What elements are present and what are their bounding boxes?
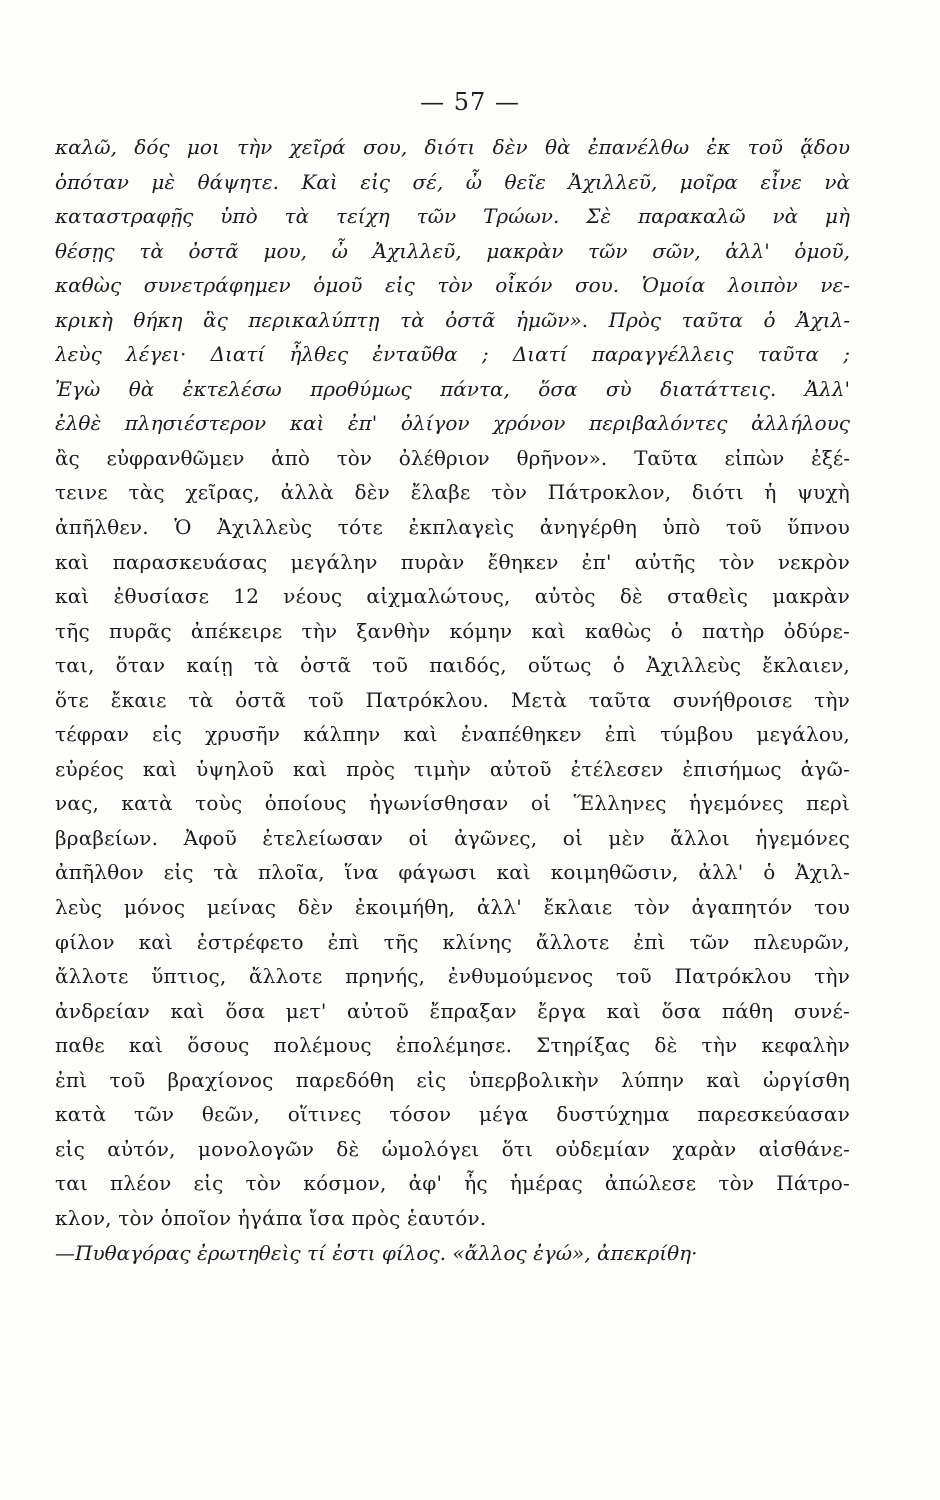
- text-line: τεινε τὰς χεῖρας, ἀλλὰ δὲν ἔλαβε τὸν Πάτροκλον, διότι ἡ ψυχὴ: [55, 480, 850, 505]
- text-line: ται, ὅταν καίῃ τὰ ὀστᾶ τοῦ παιδός, οὕτως ὁ Ἀχιλλεὺς ἔκλαιεν,: [55, 653, 850, 678]
- text-line: ὁπόταν μὲ θάψητε. Καὶ εἰς σέ, ὦ θεῖε Ἀχιλλεῦ, μοῖρα εἶνε νὰ: [55, 169, 850, 194]
- text-line: ἐλθὲ πλησιέστερον καὶ ἐπ' ὀλίγον χρόνον περιβαλόντες ἀλλήλους: [55, 411, 850, 436]
- text-line: ἄλλοτε ὕπτιος, ἄλλοτε πρηνής, ἐνθυμούμενος τοῦ Πατρόκλου τὴν: [55, 964, 850, 989]
- text-line: καταστραφῇς ὑπὸ τὰ τείχη τῶν Τρώων. Σὲ παρακαλῶ νὰ μὴ: [55, 204, 850, 229]
- text-line: εἰς αὐτόν, μονολογῶν δὲ ὡμολόγει ὅτι οὐδεμίαν χαρὰν αἰσθάνε-: [55, 1136, 850, 1161]
- text-line: καθὼς συνετράφημεν ὁμοῦ εἰς τὸν οἶκόν σου. Ὁμοία λοιπὸν νε-: [55, 273, 850, 298]
- text-line: ἐπὶ τοῦ βραχίονος παρεδόθη εἰς ὑπερβολικὴν λύπην καὶ ὠργίσθη: [55, 1067, 850, 1092]
- text-line: τῆς πυρᾶς ἀπέκειρε τὴν ξανθὴν κόμην καὶ καθὼς ὁ πατὴρ ὀδύρε-: [55, 618, 850, 643]
- text-line: ἀπῆλθεν. Ὁ Ἀχιλλεὺς τότε ἐκπλαγεὶς ἀνηγέρθη ὑπὸ τοῦ ὕπνου: [55, 515, 850, 540]
- page-number: — 57 —: [420, 88, 520, 116]
- text-line: καλῶ, δός μοι τὴν χεῖρά σου, διότι δὲν θὰ ἐπανέλθω ἐκ τοῦ ᾅδου: [55, 135, 850, 159]
- text-line: καὶ παρασκευάσας μεγάλην πυρὰν ἔθηκεν ἐπ' αὐτῆς τὸν νεκρὸν: [55, 549, 850, 574]
- text-line: καὶ ἐθυσίασε 12 νέους αἰχμαλώτους, αὐτὸς δὲ σταθεὶς μακρὰν: [55, 584, 850, 609]
- text-line: νας, κατὰ τοὺς ὁποίους ἠγωνίσθησαν οἱ Ἕλληνες ἡγεμόνες περὶ: [55, 791, 850, 816]
- text-line: φίλον καὶ ἐστρέφετο ἐπὶ τῆς κλίνης ἄλλοτε ἐπὶ τῶν πλευρῶν,: [55, 929, 850, 954]
- text-line: κλον, τὸν ὁποῖον ἠγάπα ἴσα πρὸς ἑαυτόν.: [55, 1205, 487, 1230]
- text-line: λεὺς λέγει· Διατί ἦλθες ἐνταῦθα ; Διατί παραγγέλλεις ταῦτα ;: [55, 342, 850, 367]
- text-line: κατὰ τῶν θεῶν, οἵτινες τόσον μέγα δυστύχημα παρεσκεύασαν: [55, 1102, 850, 1127]
- text-line: —Πυθαγόρας ἐρωτηθεὶς τί ἐστι φίλος. «ἄλλος ἐγώ», ἀπεκρίθη·: [55, 1240, 698, 1265]
- text-line: θέσῃς τὰ ὀστᾶ μου, ὦ Ἀχιλλεῦ, μακρὰν τῶν σῶν, ἀλλ' ὁμοῦ,: [55, 238, 850, 263]
- text-line: τέφραν εἰς χρυσῆν κάλπην καὶ ἐναπέθηκεν ἐπὶ τύμβου μεγάλου,: [55, 722, 850, 747]
- text-line: ἂς εὐφρανθῶμεν ἀπὸ τὸν ὀλέθριον θρῆνον». Ταῦτα εἰπὼν ἐξέ-: [55, 445, 850, 470]
- text-line: λεὺς μόνος μείνας δὲν ἐκοιμήθη, ἀλλ' ἔκλαιε τὸν ἀγαπητόν του: [55, 895, 850, 920]
- text-line: ται πλέον εἰς τὸν κόσμον, ἀφ' ἧς ἡμέρας ἀπώλεσε τὸν Πάτρο-: [55, 1171, 850, 1196]
- text-line: κρικὴ θήκη ἃς περικαλύπτῃ τὰ ὀστᾶ ἡμῶν». Πρὸς ταῦτα ὁ Ἀχιλ-: [55, 307, 850, 332]
- text-line: εὐρέος καὶ ὑψηλοῦ καὶ πρὸς τιμὴν αὐτοῦ ἐτέλεσεν ἐπισήμως ἀγῶ-: [55, 756, 850, 781]
- text-line: Ἐγὼ θὰ ἐκτελέσω προθύμως πάντα, ὅσα σὺ διατάττεις. Ἀλλ': [55, 376, 850, 401]
- body-text: [55, 130, 850, 1270]
- text-line: ὅτε ἔκαιε τὰ ὀστᾶ τοῦ Πατρόκλου. Μετὰ ταῦτα συνήθροισε τὴν: [55, 687, 850, 712]
- text-line: βραβείων. Ἀφοῦ ἐτελείωσαν οἱ ἀγῶνες, οἱ μὲν ἄλλοι ἡγεμόνες: [55, 825, 850, 850]
- text-line: ἀνδρείαν καὶ ὅσα μετ' αὐτοῦ ἔπραξαν ἔργα καὶ ὅσα πάθη συνέ-: [55, 998, 850, 1023]
- text-line: παθε καὶ ὅσους πολέμους ἐπολέμησε. Στηρίξας δὲ τὴν κεφαλὴν: [55, 1033, 850, 1058]
- text-line: ἀπῆλθον εἰς τὰ πλοῖα, ἵνα φάγωσι καὶ κοιμηθῶσιν, ἀλλ' ὁ Ἀχιλ-: [55, 860, 850, 885]
